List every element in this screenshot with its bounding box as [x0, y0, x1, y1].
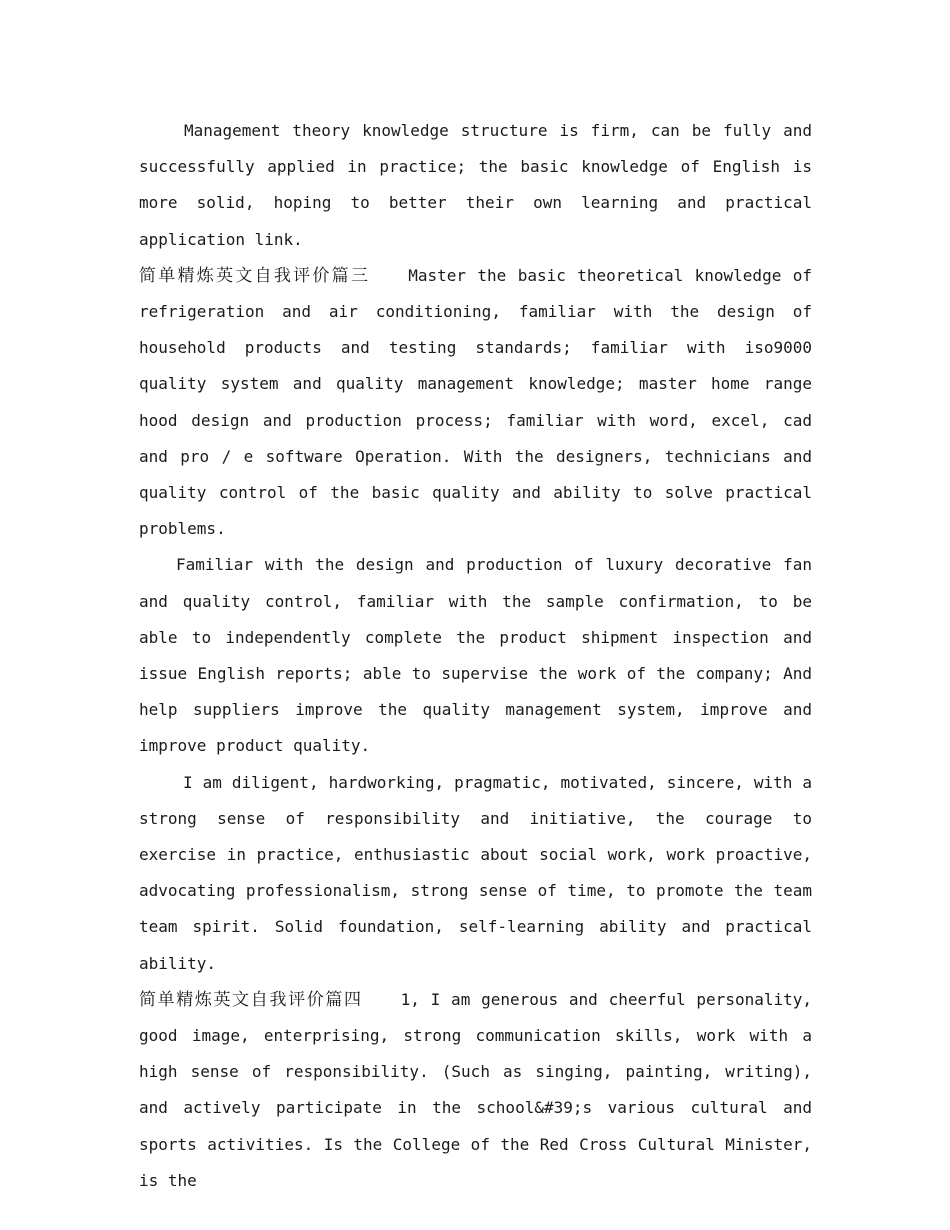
paragraph-diligent [139, 765, 812, 982]
section-heading-three: 简单精炼英文自我评价篇三 [139, 265, 371, 286]
document-body [139, 113, 812, 1199]
paragraph-text: Familiar with the design and production of luxury decorative fan and quality control, familiar with the sample confirmation, to be able to independently complete the product shipment inspection and issue English reports; able to supervise the work of the company; And help suppliers improve the quality management system, improve and improve product quality. [139, 555, 812, 756]
section-four [139, 982, 812, 1199]
section-three [139, 258, 812, 548]
paragraph-text: 1, I am generous and cheerful personality, good image, enterprising, strong communication skills, work with a high sense of responsibility. (Such as singing, painting, writing), and actively participate in the school&#39;s various cultural and sports activities. Is the College of the Red Cross Cultural Minister, is the [139, 989, 813, 1190]
section-heading-four: 简单精炼英文自我评价篇四 [139, 989, 363, 1010]
paragraph-decorative-fan [139, 547, 812, 764]
paragraph-text: Master the basic theoretical knowledge of refrigeration and air conditioning, familiar with the design of household products and testing standards; familiar with iso9000 quality system and quality management knowledge; master home range hood design and production process; familiar with word, excel, cad and pro / e software Operation. With the designers, technicians and quality control of the basic quality and ability to solve practical problems. [139, 265, 813, 539]
paragraph-text: I am diligent, hardworking, pragmatic, motivated, sincere, with a strong sense of responsibility and initiative, the courage to exercise in practice, enthusiastic about social work, work proactive, advocating professionalism, strong sense of time, to promote the team team spirit. Solid foundation, self-learning ability and practical ability. [139, 772, 812, 973]
paragraph-management-theory [139, 113, 812, 258]
paragraph-text: Management theory knowledge structure is firm, can be fully and successfully applied in practice; the basic knowledge of English is more solid, hoping to better their own learning and practical application link. [139, 121, 812, 249]
